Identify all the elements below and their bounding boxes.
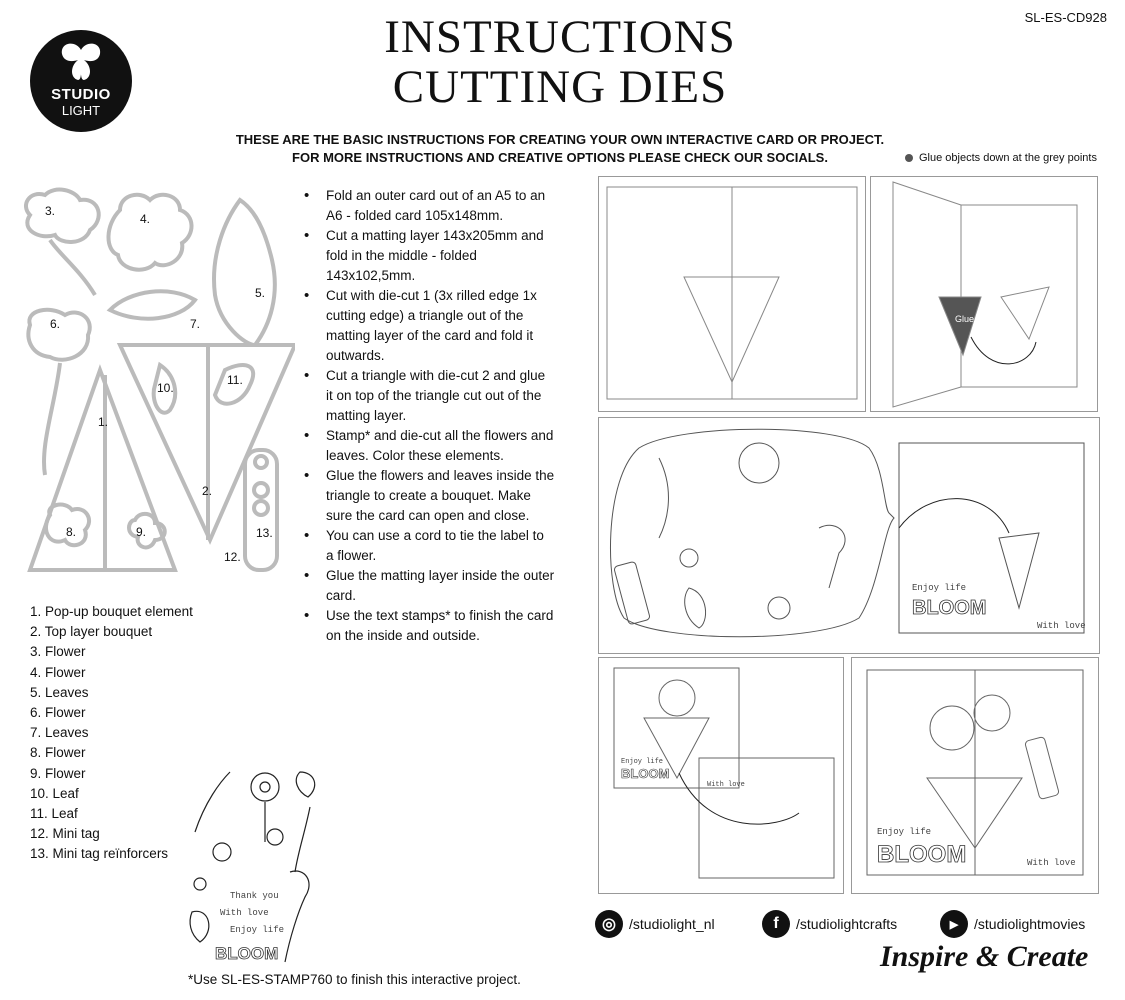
tag-drawing: [614, 561, 651, 625]
card-right-page: [961, 205, 1077, 387]
youtube-icon: ▶: [940, 910, 968, 938]
tagline: Inspire & Create: [880, 940, 1089, 973]
logo-text-light: LIGHT: [61, 103, 101, 118]
leaf-drawing: [296, 772, 314, 797]
panel-step-4: [598, 657, 844, 894]
page-title: [300, 12, 820, 112]
reinforcer-13-b: [254, 501, 268, 515]
die-number-12: 12.: [224, 550, 241, 564]
top-layer-triangle: [1001, 287, 1049, 339]
legend-item: 7. Leaves: [30, 725, 89, 741]
panel-step-2: [870, 176, 1098, 412]
legend-item: 6. Flower: [30, 705, 86, 721]
legend-item: 11. Leaf: [30, 806, 78, 822]
legend-item: 13. Mini tag reïnforcers: [30, 846, 169, 862]
die-cut-shapes: [10, 185, 295, 580]
die-number-4: 4.: [140, 212, 151, 226]
stamp-bloom: BLOOM: [215, 944, 279, 963]
die-number-2: 2.: [202, 484, 213, 498]
legend-item: 8. Flower: [30, 745, 86, 761]
leaves-5-shape: [214, 200, 275, 345]
leaves-7-shape: [110, 291, 195, 318]
final-enjoy-life: Enjoy life: [877, 827, 932, 837]
glue-label: Glue: [955, 314, 975, 324]
legend-item: 4. Flower: [30, 664, 86, 680]
blossom-drawing: [768, 597, 790, 619]
social-facebook[interactable]: [762, 910, 897, 938]
title-line-1: INSTRUCTIONS: [384, 11, 736, 63]
product-code: SL-ES-CD928: [1024, 10, 1107, 25]
step-item: • Cut a matting layer 143x205mm and fold in the middle - folded 143x102,5mm.: [300, 226, 555, 286]
step-item: • You can use a cord to tie the label to a flower.: [300, 526, 555, 566]
instagram-handle: /studiolight_nl: [629, 916, 715, 932]
stamp-footnote: *Use SL-ES-STAMP760 to finish this interactive project.: [188, 972, 521, 987]
title-line-2: CUTTING DIES: [392, 61, 728, 113]
legend-item: 5. Leaves: [30, 684, 89, 700]
die-legend: [30, 602, 193, 865]
legend-item: 12. Mini tag: [30, 826, 100, 842]
stamp-with-love: With love: [220, 908, 269, 918]
flower-6-stem: [44, 363, 60, 475]
card-inside: [699, 758, 834, 878]
final-with-love: With love: [1027, 858, 1076, 868]
die-number-10: 10.: [157, 381, 174, 395]
final-bloom: BLOOM: [877, 841, 967, 868]
flower-drawing: [680, 549, 698, 567]
tulip-drawing: [285, 871, 309, 962]
legend-item: 1. Pop-up bouquet element: [30, 604, 193, 619]
stamped-elements-bubble: [610, 429, 894, 637]
mini-flower-drawing: [194, 878, 206, 890]
stamp-enjoy-life: Enjoy life: [230, 925, 285, 935]
step-item: • Cut with die-cut 1 (3x rilled edge 1x cutting edge) a triangle out of the matting layer of the card and fold it outwards.: [300, 286, 555, 366]
social-instagram[interactable]: [595, 910, 715, 938]
glued-triangle: [939, 297, 981, 355]
stamp-sheet-preview: [180, 762, 330, 967]
card-left-page: [893, 182, 961, 407]
sunflower-drawing: [260, 782, 270, 792]
sunflower-drawing: [739, 443, 779, 483]
tulip-drawing: [819, 525, 845, 588]
mini-enjoy-life: Enjoy life: [621, 758, 664, 766]
legend-item: 3. Flower: [30, 644, 86, 660]
card-with-love: With love: [1037, 621, 1086, 631]
stamp-thank-you: Thank you: [230, 891, 279, 901]
placement-arrow: [899, 499, 1009, 533]
glue-note-text: Glue objects down at the grey points: [919, 152, 1097, 164]
die-number-13: 13.: [256, 526, 273, 540]
step-item: • Fold an outer card out of an A5 to an A6 - folded card 105x148mm.: [300, 186, 555, 226]
flower-3-stem: [50, 240, 95, 295]
pop-up-triangle: [999, 533, 1039, 608]
mini-with-love: With love: [707, 781, 745, 789]
studio-light-logo: [30, 30, 132, 132]
panel-step-5: [851, 657, 1099, 894]
intro-line-2: FOR MORE INSTRUCTIONS AND CREATIVE OPTIONS PLEASE CHECK OUR SOCIALS.: [292, 150, 828, 165]
die-number-11: 11.: [227, 373, 243, 387]
legend-item: 9. Flower: [30, 765, 86, 781]
facebook-handle: /studiolightcrafts: [796, 916, 898, 932]
small-flower-drawing: [267, 829, 283, 845]
step-item: • Use the text stamps* to finish the card on the inside and outside.: [300, 606, 555, 646]
die-number-7: 7.: [190, 317, 201, 331]
branch-drawing: [659, 458, 668, 538]
tag-drawing: [1025, 736, 1060, 799]
panel-step-1: [598, 176, 866, 412]
glue-dot-icon: [905, 154, 913, 162]
step-item: • Glue the matting layer inside the outer card.: [300, 566, 555, 606]
die-number-1: 1.: [98, 415, 109, 429]
leaf-drawing: [685, 588, 706, 628]
branch-drawing: [295, 807, 310, 872]
bouquet-drawing: [659, 680, 695, 716]
step-item: • Stamp* and die-cut all the flowers and leaves. Color these elements.: [300, 426, 555, 466]
intro-text: [200, 131, 920, 167]
mini-tag-hole: [255, 456, 267, 468]
reinforcer-13-a: [254, 483, 268, 497]
card-bloom: BLOOM: [912, 597, 987, 619]
logo-text-studio: STUDIO: [51, 86, 111, 103]
die-number-6: 6.: [50, 317, 61, 331]
die-number-3: 3.: [45, 204, 56, 218]
instruction-steps: [300, 186, 555, 646]
die-number-5: 5.: [255, 286, 266, 300]
legend-item: 2. Top layer bouquet: [30, 624, 153, 640]
intro-line-1: THESE ARE THE BASIC INSTRUCTIONS FOR CREATING YOUR OWN INTERACTIVE CARD OR PROJECT.: [235, 132, 885, 147]
leaf-branch-drawing: [195, 772, 230, 832]
blossom-drawing: [213, 843, 231, 861]
step-item: • Cut a triangle with die-cut 2 and glue it on top of the triangle cut out of the matting layer.: [300, 366, 555, 426]
die-number-8: 8.: [66, 525, 77, 539]
card-enjoy-life: Enjoy life: [912, 583, 967, 593]
glue-note: [905, 152, 1097, 164]
leaf-small-drawing: [190, 911, 209, 942]
flower-3-shape: [26, 190, 99, 242]
panel-step-3: [598, 417, 1100, 654]
mini-bloom: BLOOM: [621, 766, 670, 781]
bouquet-flower-drawing: [974, 695, 1010, 731]
step-item: • Glue the flowers and leaves inside the triangle to create a bouquet. Make sure the card can open and close.: [300, 466, 555, 526]
legend-item: 10. Leaf: [30, 785, 79, 801]
facebook-icon: f: [762, 910, 790, 938]
placement-arrow: [971, 337, 1036, 364]
flower-4-shape: [108, 195, 191, 270]
youtube-handle: /studiolightmovies: [974, 916, 1086, 932]
die-number-9: 9.: [136, 525, 147, 539]
instagram-icon: ◎: [595, 910, 623, 938]
bouquet-drawing: [930, 706, 974, 750]
butterfly-icon: [56, 40, 106, 84]
social-youtube[interactable]: [940, 910, 1085, 938]
